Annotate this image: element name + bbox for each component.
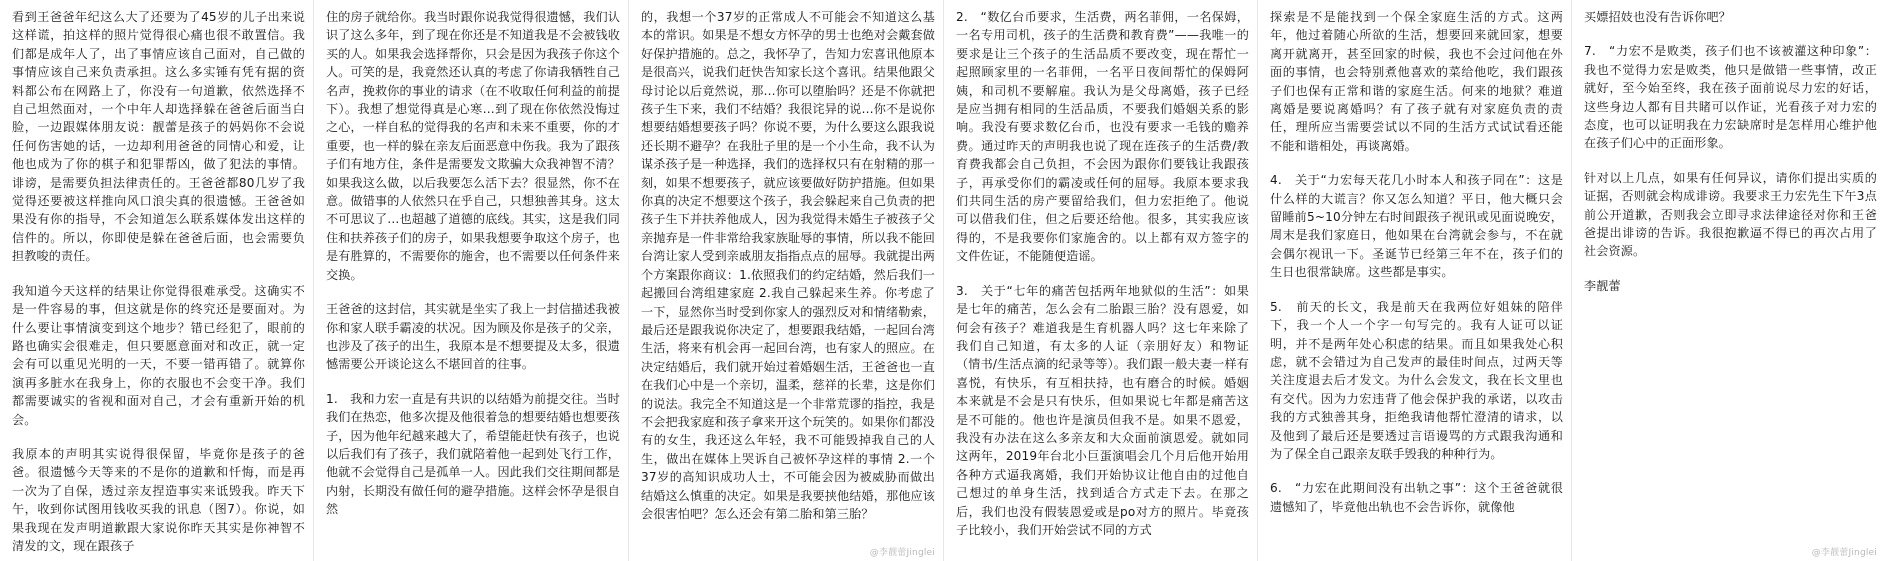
- paragraph: 5. 前天的长文，我是前天在我两位好姐妹的陪伴下，我一个人一个字一句写完的。我有人证可以证明，并不是两年处心积虑的结果。而且如果我处心积虑，就不会错过为自己发声的最佳时间点，过两天等关注度退去后才发文。为什么会发文，我在长文里也有交代。因为力宏违背了他会保护我的承诺，以攻击我的方式独善其身，拒绝我请他帮忙澄清的请求，以及他到了最后还是要透过言语谩骂的方式跟我沟通和为了保全自己跟亲友联手毁我的种种行为。: [1270, 299, 1563, 461]
- statement-column-6: [1572, 0, 1885, 561]
- weibo-watermark: @李靓蕾Jinglei: [869, 548, 935, 558]
- paragraph: 7. “力宏不是败类，孩子们也不该被灌这种印象”：我也不觉得力宏是败类，他只是做错一些事情，改正就好，至今始至终，我在孩子面前说尽力宏的好话，这些身边人都有目共睹可以作证，光看孩子对力宏的态度，也可以证明我在力宏缺席时是怎样用心维护他在孩子们心中的正面形象。: [1584, 44, 1877, 151]
- paragraph: 买嫖招妓也没有告诉你吧？: [1584, 10, 1731, 24]
- paragraph: 住的房子就给你。我当时跟你说我觉得很遗憾，我们认识了这么多年，到了现在你还是不知道我是不会被钱收买的人。如果我会选择帮你，只会是因为我孩子你这个人。可笑的是，我竟然还认真的考虑了你请我牺牲自己名声，挽救你的事业的请求（在不收取任何利益的前提下）。我想了想觉得真是心寒…到了现在你依然没悔过之心，一样自私的觉得我的名声和未来不重要，你的才重要，也一样的躲在亲友后面恶意中伤我。我为了跟孩子们有地方住，条件是需要发文欺骗大众我神智不清？如果我这么做，以后我要怎么活下去？很显然，你不在意。做错事的人依然只在乎自己，只想独善其身。这太不可思议了…也超越了道德的底线。其实，这是我们同住和扶养孩子们的房子，如果我想要争取这个房子，也是有胜算的，不需要你的施舍，也不需要以任何条件来交换。: [326, 10, 620, 282]
- paragraph: 的，我想一个37岁的正常成人不可能会不知道这么基本的常识。如果是不想女方怀孕的男士也绝对会戴套做好保护措施的。总之，我怀孕了，告知力宏喜讯他原本是很高兴，说我们赶快告知家长这个喜讯。结果他跟父母讨论以后竟然说，那…你可以堕胎吗？还是不你就把孩子生下来，我们不结婚？我很诧异的说…你不是说你想要结婚想要孩子吗？你说不要，为什么要这么跟我说还长期不避孕？在我肚子里的是一个小生命，我不认为谋杀孩子是一种选择，我们的选择权只有在射精的那一刻，如果不想要孩子，就应该要做好防护措施。但如果你真的决定不想要这个孩子，我会躲起来自己负责的把孩子生下并扶养他成人，因为我觉得未婚生子被孩子父亲抛弃是一件非常给我家族耻辱的事情，所以我不能回台湾让家人受到亲戚朋友指指点点的屈辱。我就提出两个方案跟你商议：1.依照我们的约定结婚，然后我们一起搬回台湾组建家庭 2.我自己躲起来生养。你考虑了一下，显然你当时受到你家人的强烈反对和情绪勒索，最后还是跟我说你决定了，想要跟我结婚，一起回台湾生活，将来有机会再一起回台湾，也有家人的照应。在决定结婚后，我们就开始过着婚姻生活，王爸爸也一直在我们心中是一个亲切，温柔，慈祥的长辈，这是你们的说法。我完全不知道这是一个非常荒谬的指控，我是不会把我家庭和孩子拿来开这个玩笑的。如果你们都没有的女生，我还这么年轻，我不可能毁掉我自己的人生，做出在媒体上哭诉自己被怀孕这样的事情 2.一个37岁的高知识成功人士，不可能会因为被威胁而做出结婚这么慎重的决定。如果是我要挟他结婚，那他应该会很害怕吧？怎么还会有第二胎和第三胎？: [641, 10, 935, 521]
- paragraph: 6. “力宏在此期间没有出轨之事”：这个王爸爸就很遗憾知了，毕竟他出轨也不会告诉你，就像他: [1270, 481, 1563, 514]
- paragraph: 1. 我和力宏一直是有共识的以结婚为前提交往。当时我们在热恋，他多次提及他很着急的想要结婚也想要孩子，因为他年纪越来越大了，希望能赶快有孩子，也说以后我们有了孩子，我们就陪着他一起到处飞行工作，他就不会觉得自己是孤单一人。因此我们交往期间都是内射，长期没有做任何的避孕措施。这样会怀孕是很自然: [326, 391, 620, 517]
- statement-column-5: [1258, 0, 1572, 561]
- weibo-watermark: @李靓蕾Jinglei: [1811, 548, 1877, 558]
- paragraph: 针对以上几点，如果有任何异议，请你们提出实质的证据，否则就会构成诽谤。我要求王力宏先生下午3点前公开道歉，否则我会立即寻求法律途径对你和王爸爸提出诽谤的告诉。我很抱歉逼不得已的再次占用了社会资源。: [1584, 170, 1877, 259]
- paragraph: 3. 关于“七年的痛苦包括两年地狱似的生活”：如果是七年的痛苦，怎么会有二胎跟三胎？没有恩爱，如何会有孩子？难道我是生育机器人吗？这七年来除了我们自己知道，有太多的人证（亲朋好友）和物证（情书/生活点滴的纪录等等）。我们跟一般夫妻一样有喜悦，有快乐，有互相扶持，也有磨合的时候。婚姻本来就是不会是只有快乐，但如果说七年都是痛苦这是不可能的。他也许是演员但我不是。如果不恩爱，我没有办法在这么多亲友和大众面前演恩爱。就如同这两年，2019年台北小巨蛋演唱会几个月后他开始用各种方式逼我离婚，我们开始协议让他自由的过他自己想过的单身生活，找到适合方式走下去。在那之后，我们也没有假装恩爱或是po对方的照片。毕竟孩子比较小，我们开始尝试不同的方式: [956, 283, 1249, 537]
- statement-column-4: [944, 0, 1258, 561]
- paragraph: 2. “数亿台币要求，生活费，两名菲佣，一名保姆，一名专用司机，孩子的生活费和教育费”——我唯一的要求是让三个孩子的生活品质不要改变，现在帮忙一起照顾家里的一名菲佣，一名平日夜间帮忙的保姆阿姨，和司机不要解雇。我认为是父母离婚，孩子已经是应当拥有相同的生活品质，不要我们婚姻关系的影响。我没有要求数亿台币，也没有要求一毛钱的赡养费。通过昨天的声明我也说了现在连孩子的生活费/教育费我都会自己负担，不会因为跟你们要钱让我跟孩子，再承受你们的霸凌或任何的屈辱。我原本要求我们共同生活的房产要留给我们，但力宏拒绝了。他说可以借我们住，但之后要还给他。很多，其实我应该得的，不是我要你们家施舍的。以上都有双方签字的文件佐证，不能随便造谣。: [956, 10, 1249, 264]
- paragraph: 我原本的声明其实说得很保留，毕竟你是孩子的爸爸。很遗憾今天等来的不是你的道歉和忏悔，而是再一次为了自保，透过亲友捏造事实来诋毁我。昨天下午，收到你试图用钱收买我的讯息（图7）。你说，如果我现在发声明道歉跟大家说你昨天其实是你神智不清发的文，现在跟孩子: [12, 446, 305, 553]
- paragraph: 我知道今天这样的结果让你觉得很难承受。这确实不是一件容易的事，但这就是你的终究还是要面对。为什么要让事情演变到这个地步？错已经犯了，眼前的路也确实会很难走，但只要愿意面对和改正，就一定会有可以重见光明的一天，不要一错再错了。就算你演再多脏水在我身上，你的衣服也不会变干净。我们都需要诚实的省视和面对自己，才会有重新开始的机会。: [12, 283, 305, 427]
- statement-column-1: [0, 0, 314, 561]
- statement-column-2: [314, 0, 629, 561]
- paragraph: 4. 关于“力宏每天花几小时本人和孩子同在”：这是什么样的大谎言？你又怎么知道？平日，他大概只会留睡前5~10分钟左右时间跟孩子视讯或见面说晚安，周末是我们家庭日，他如果在台湾就会参与，不在就会偶尔视讯一下。圣诞节已经第三年不在，孩子们的生日也很常缺席。这些都是事实。: [1270, 173, 1563, 280]
- statement-column-3: [629, 0, 944, 561]
- paragraph: 王爸爸的这封信，其实就是坐实了我上一封信描述我被你和家人联手霸凌的状况。因为顾及你是孩子的父亲，也涉及了孩子的出生，我原本是不想要提及太多，很遗憾需要公开谈论这么不堪回首的往事。: [326, 302, 620, 372]
- paragraph: 看到王爸爸年纪这么大了还要为了45岁的儿子出来说这样谎，拍这样的照片觉得很心痛也很不敢置信。我们都是成年人了，出了事情应该自己面对，自己做的事情应该自己来负责承担。这么多实锤有凭有据的资料都公布在网路上了，你没有一句道歉，依然选择不自己坦然面对，一个中年人却选择躲在爸爸后面当白脸，一边跟媒体朋友说：靓蕾是孩子的妈妈你不会说任何伤害她的话，一边却利用爸爸的同情心和爱，让他也成为了你的棋子和犯罪帮凶，做了犯法的事情。诽谤，是需要负担法律责任的。王爸爸都80几岁了我觉得还要被这样推向风口浪尖真的很遗憾。王爸爸如果没有你的指导，不会知道怎么联系媒体发出这样的信件的。所以，你即使是躲在爸爸后面，也会需要负担教唆的责任。: [12, 10, 305, 264]
- signature: 李靓蕾: [1584, 278, 1621, 293]
- paragraph: 探索是不是能找到一个保全家庭生活的方式。这两年，他过着随心所欲的生活，想要回来就回家，想要离开就离开，甚至回家的时候，我也不会过问他在外面的事情，也会特别煮他喜欢的菜给他吃，我们跟孩子们也保有正常和谐的家庭生活。何来的地狱？难道离婚是要说离婚吗？有了孩子就有对家庭负责的责任，理所应当需要尝试以不同的生活方式试试看还能不能和谐相处，再谈离婚。: [1270, 10, 1563, 153]
